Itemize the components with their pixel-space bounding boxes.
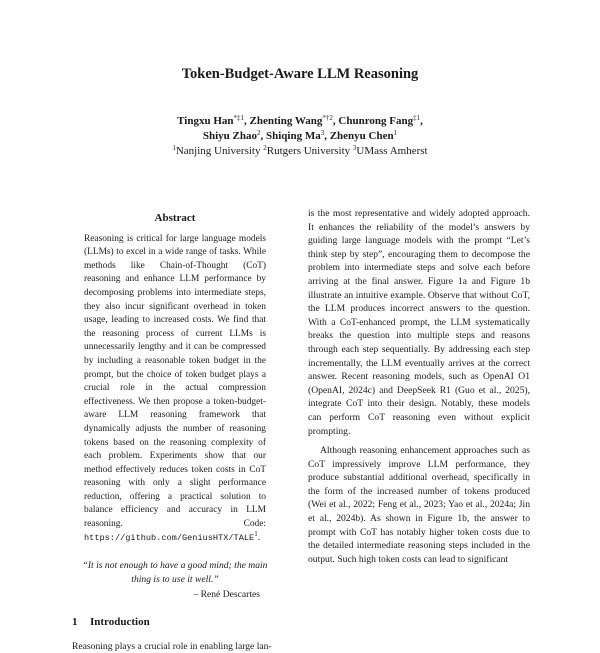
author-name: Tingxu Han	[177, 115, 234, 127]
section-title: Introduction	[90, 616, 150, 629]
affiliation-marker: 2	[263, 144, 267, 152]
author-name: Zhenyu Chen	[329, 130, 394, 142]
affiliation: Nanjing University	[175, 145, 261, 157]
epigraph-quote: “It is not enough to have a good mind; the main thing is to use it well.”	[82, 560, 268, 585]
author-marker: *‡1	[233, 114, 245, 122]
body-paragraph: Although reasoning enhancement approaches such as CoT impressively improve LLM performance, they produce substantial additional overhead, specifically in the form of the increased number of tokens produced (Wei et al., 2022; Feng et al., 2023; Yao et al., 2024a; Jin et al., 2024b). As shown in Figure 1b, the answer to prompt with CoT has notably higher token costs due to the detailed intermediate reasoning steps included in the output. Such high token costs can lead to significant	[308, 445, 530, 565]
author-marker: *†2	[322, 114, 333, 122]
affiliation-list	[0, 144, 600, 159]
affiliation: Rutgers University	[266, 145, 351, 157]
author-name: Shiyu Zhao	[202, 130, 257, 142]
author-marker: 2	[257, 129, 261, 137]
author-name: Zhenting Wang	[249, 115, 323, 127]
epigraph-attribution: – René Descartes	[193, 589, 260, 601]
paper-title: Token-Budget-Aware LLM Reasoning	[181, 66, 419, 82]
author-name: Shiqing Ma	[266, 130, 321, 142]
author-marker: 1	[393, 129, 398, 137]
affiliation-marker: 1	[172, 144, 176, 152]
left-column	[72, 212, 278, 653]
abstract-body: Reasoning is critical for large language models (LLMs) to excel in a wide range of tasks. While methods like Chain-of-Thought (CoT) reasoning and enhance LLM performance by decomposing problems into intermediate steps, they also incur significant overhead in token usage, leading to increased costs. We find that the reasoning process of current LLMs is unnecessarily lengthy and it can be compressed by including a reasonable token budget in the prompt, but the choice of token budget plays a crucial role in the actual compression effectiveness. We then propose a token-budget-aware LLM reasoning framework that dynamically adjusts the number of reasoning tokens based on the reasoning complexity of each problem. Experiments show that our method effectively reduces token costs in CoT reasoning with only a slight performance reduction, offering a practical solution to balance efficiency and accuracy in LLM reasoning. Code: https://github.com/GeniusHTX/TALE$^1$.	[84, 233, 266, 543]
author-list: Tingxu Han$^{*\ddagger 1}$, Zhenting Wang$^{*\dagger 2}$, Chunrong Fang$^{\ddagger 1}$, Shiyu Zhao$^2$, Shiqing Ma$^3$, Zhenyu Chen$^1$	[177, 114, 423, 142]
code-link[interactable]: https://github.com/GeniusHTX/TALE	[84, 532, 255, 543]
abstract-heading: Abstract	[154, 212, 196, 224]
right-column	[308, 207, 530, 566]
footnote-marker: 1	[254, 529, 258, 538]
section-number: 1	[72, 616, 78, 629]
author-name: Chunrong Fang	[338, 115, 414, 127]
author-marker: ‡1	[413, 114, 421, 122]
author-marker: 3	[320, 129, 325, 137]
section-heading-introduction	[72, 616, 278, 630]
intro-first-line: Reasoning plays a crucial role in enabling large lan-	[72, 640, 272, 652]
affiliation: UMass Amherst	[356, 145, 428, 157]
body-paragraph: is the most representative and widely adopted approach. It enhances the reliability of the model’s answers by guiding large language models with the prompt “Let’s think step by step”, encouraging them to decompose the problem into intermediate steps and solve each before arriving at the final answer. Figure 1a and Figure 1b illustrate an intuitive example. Observe that without CoT, the LLM produces incorrect answers to the question. With a CoT-enhanced prompt, the LLM systematically breaks the question into multiple steps and reasons through each step sequentially. By addressing each step incrementally, the LLM eventually arrives at the correct answer. Recent reasoning models, such as OpenAI O1 (OpenAI, 2024c) and DeepSeek R1 (Guo et al., 2025), integrate CoT into their design. Notably, these models can perform CoT reasoning even without explicit prompting.	[308, 208, 530, 437]
abstract-text: Reasoning is critical for large language models (LLMs) to excel in a wide range of tasks. While methods like Chain-of-Thought (CoT) reasoning and enhance LLM performance by decomposing problems into intermediate steps, they also incur significant overhead in token usage, leading to increased costs. We find that the reasoning process of current LLMs is unnecessarily lengthy and it can be compressed by including a reasonable token budget in the prompt, but the choice of token budget plays a crucial role in the actual compression effectiveness. We then propose a token-budget-aware LLM reasoning framework that dynamically adjusts the number of reasoning tokens based on the reasoning complexity of each problem. Experiments show that our method effectively reduces token costs in CoT reasoning with only a slight performance reduction, offering a practical solution to balance efficiency and accuracy in LLM reasoning. Code:	[84, 233, 266, 530]
affiliation-marker: 3	[352, 144, 357, 152]
